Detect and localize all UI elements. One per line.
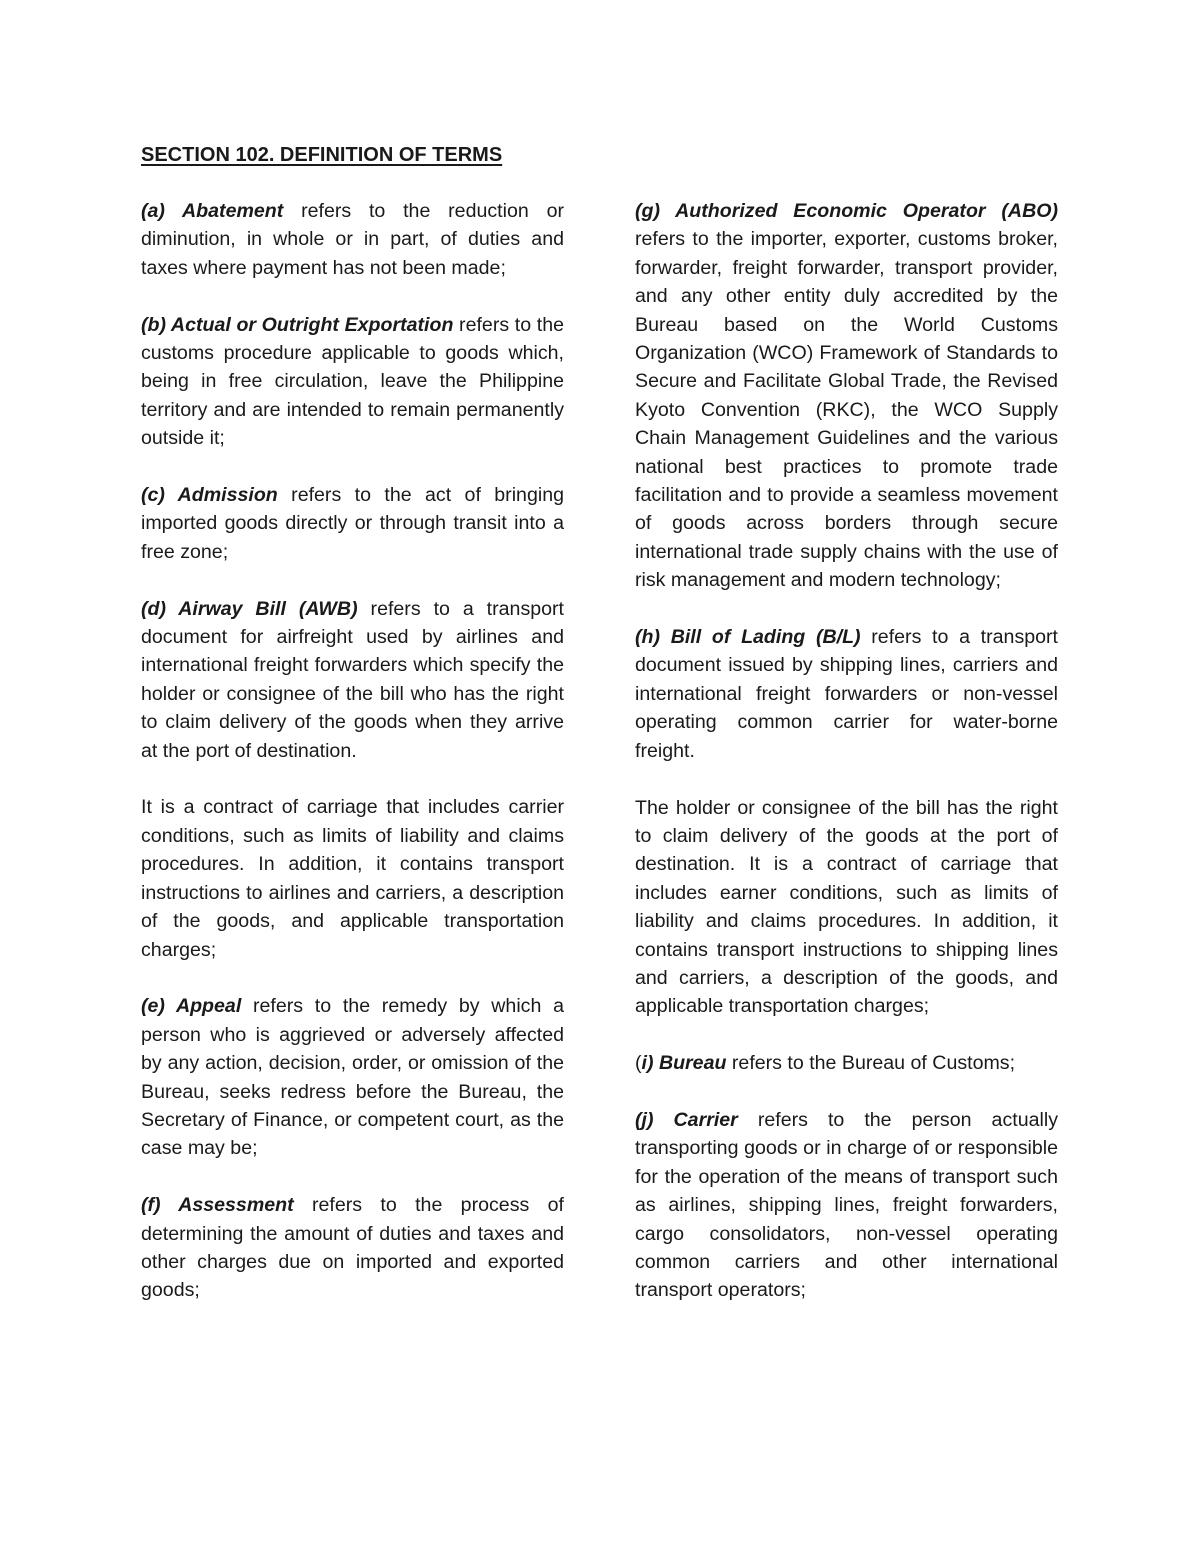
definition-bill-of-lading-continued: The holder or consignee of the bill has the right to claim delivery of the goods at the port of destination. It is a contract of carriage that includes earner conditions, such as limits of liability and claims procedures. In addition, it contains transport instructions to shipping lines and carriers, a description of the goods, and applicable transportation charges; [635, 796, 1058, 1018]
term-label: (e) Appeal [141, 995, 242, 1018]
term-paren: ( [635, 1052, 642, 1075]
definition-airway-bill-continued: It is a contract of carriage that includes carrier conditions, such as limits of liability and claims procedures. In addition, it contains transport instructions to airlines and carriers, a description of the goods, and applicable transportation charges; [141, 796, 564, 961]
term-label: (f) Assessment [141, 1194, 294, 1217]
definition-text: refers to a transport document issued by shipping lines, carriers and international freight forwarders or non-vessel operating common carrier for water-borne freight. [635, 626, 1058, 762]
definition-text: refers to the importer, exporter, customs broker, forwarder, freight forwarder, transport provider, and any other entity duly accredited by the Bureau based on the World Customs Organization (WCO) Framework of Standards to Secure and Facilitate Global Trade, the Revised Kyoto Convention (RKC), the WCO Supply Chain Management Guidelines and the various national best practices to promote trade facilitation and to provide a seamless movement of goods across borders through secure international trade supply chains with the use of risk management and modern technology; [635, 228, 1058, 592]
definition-appeal [141, 992, 564, 1162]
right-column [635, 197, 1058, 1333]
term-label: (d) Airway Bill (AWB) [141, 597, 358, 620]
definition-authorized-economic-operator [635, 197, 1058, 595]
definition-abatement [141, 197, 564, 282]
term-label: (c) Admission [141, 484, 278, 507]
definition-text: refers to the reduction or diminution, in whole or in part, of duties and taxes where payment has not been made; [141, 200, 564, 279]
definition-bureau [635, 1049, 1058, 1077]
definition-carrier [635, 1106, 1058, 1305]
left-column [141, 197, 564, 1333]
section-title: SECTION 102. DEFINITION OF TERMS [141, 144, 503, 166]
definition-text: refers to the person actually transporting goods or in charge of or responsible for the operation of the means of transport such as airlines, shipping lines, freight forwarders, cargo consolidators, non-vessel operating common carriers and other international transport operators; [635, 1108, 1058, 1302]
definition-actual-exportation [141, 311, 564, 453]
definition-text: refers to the customs procedure applicable to goods which, being in free circulation, leave the Philippine territory and are intended to remain permanently outside it; [141, 313, 564, 450]
term-label: (g) Authorized Economic Operator (ABO) [635, 200, 1058, 222]
term-label: (h) Bill of Lading (B/L) [635, 626, 861, 649]
definition-text: refers to the act of bringing imported goods directly or through transit into a free zone; [141, 484, 564, 563]
definition-text: refers to the process of determining the amount of duties and taxes and other charges due on imported and exported goods; [141, 1194, 564, 1302]
term-label: i) Bureau [641, 1052, 727, 1075]
term-label: (b) Actual or Outright Exportation [141, 313, 454, 336]
definition-airway-bill [141, 595, 564, 765]
definition-bill-of-lading [635, 623, 1058, 765]
definition-admission [141, 481, 564, 566]
term-label: (j) Carrier [635, 1108, 738, 1131]
definition-text: refers to a transport document for airfreight used by airlines and international freight forwarders which specify the holder or consignee of the bill who has the right to claim delivery of the goods when they arrive at the port of destination. [141, 597, 565, 762]
definition-text: refers to the remedy by which a person who is aggrieved or adversely affected by any action, decision, order, or omission of the Bureau, seeks redress before the Bureau, the Secretary of Finance, or competent court, as the case may be; [141, 995, 564, 1160]
term-label: (a) Abatement [141, 200, 284, 222]
definition-assessment [141, 1191, 564, 1305]
definition-text: refers to the Bureau of Customs; [726, 1052, 1016, 1075]
